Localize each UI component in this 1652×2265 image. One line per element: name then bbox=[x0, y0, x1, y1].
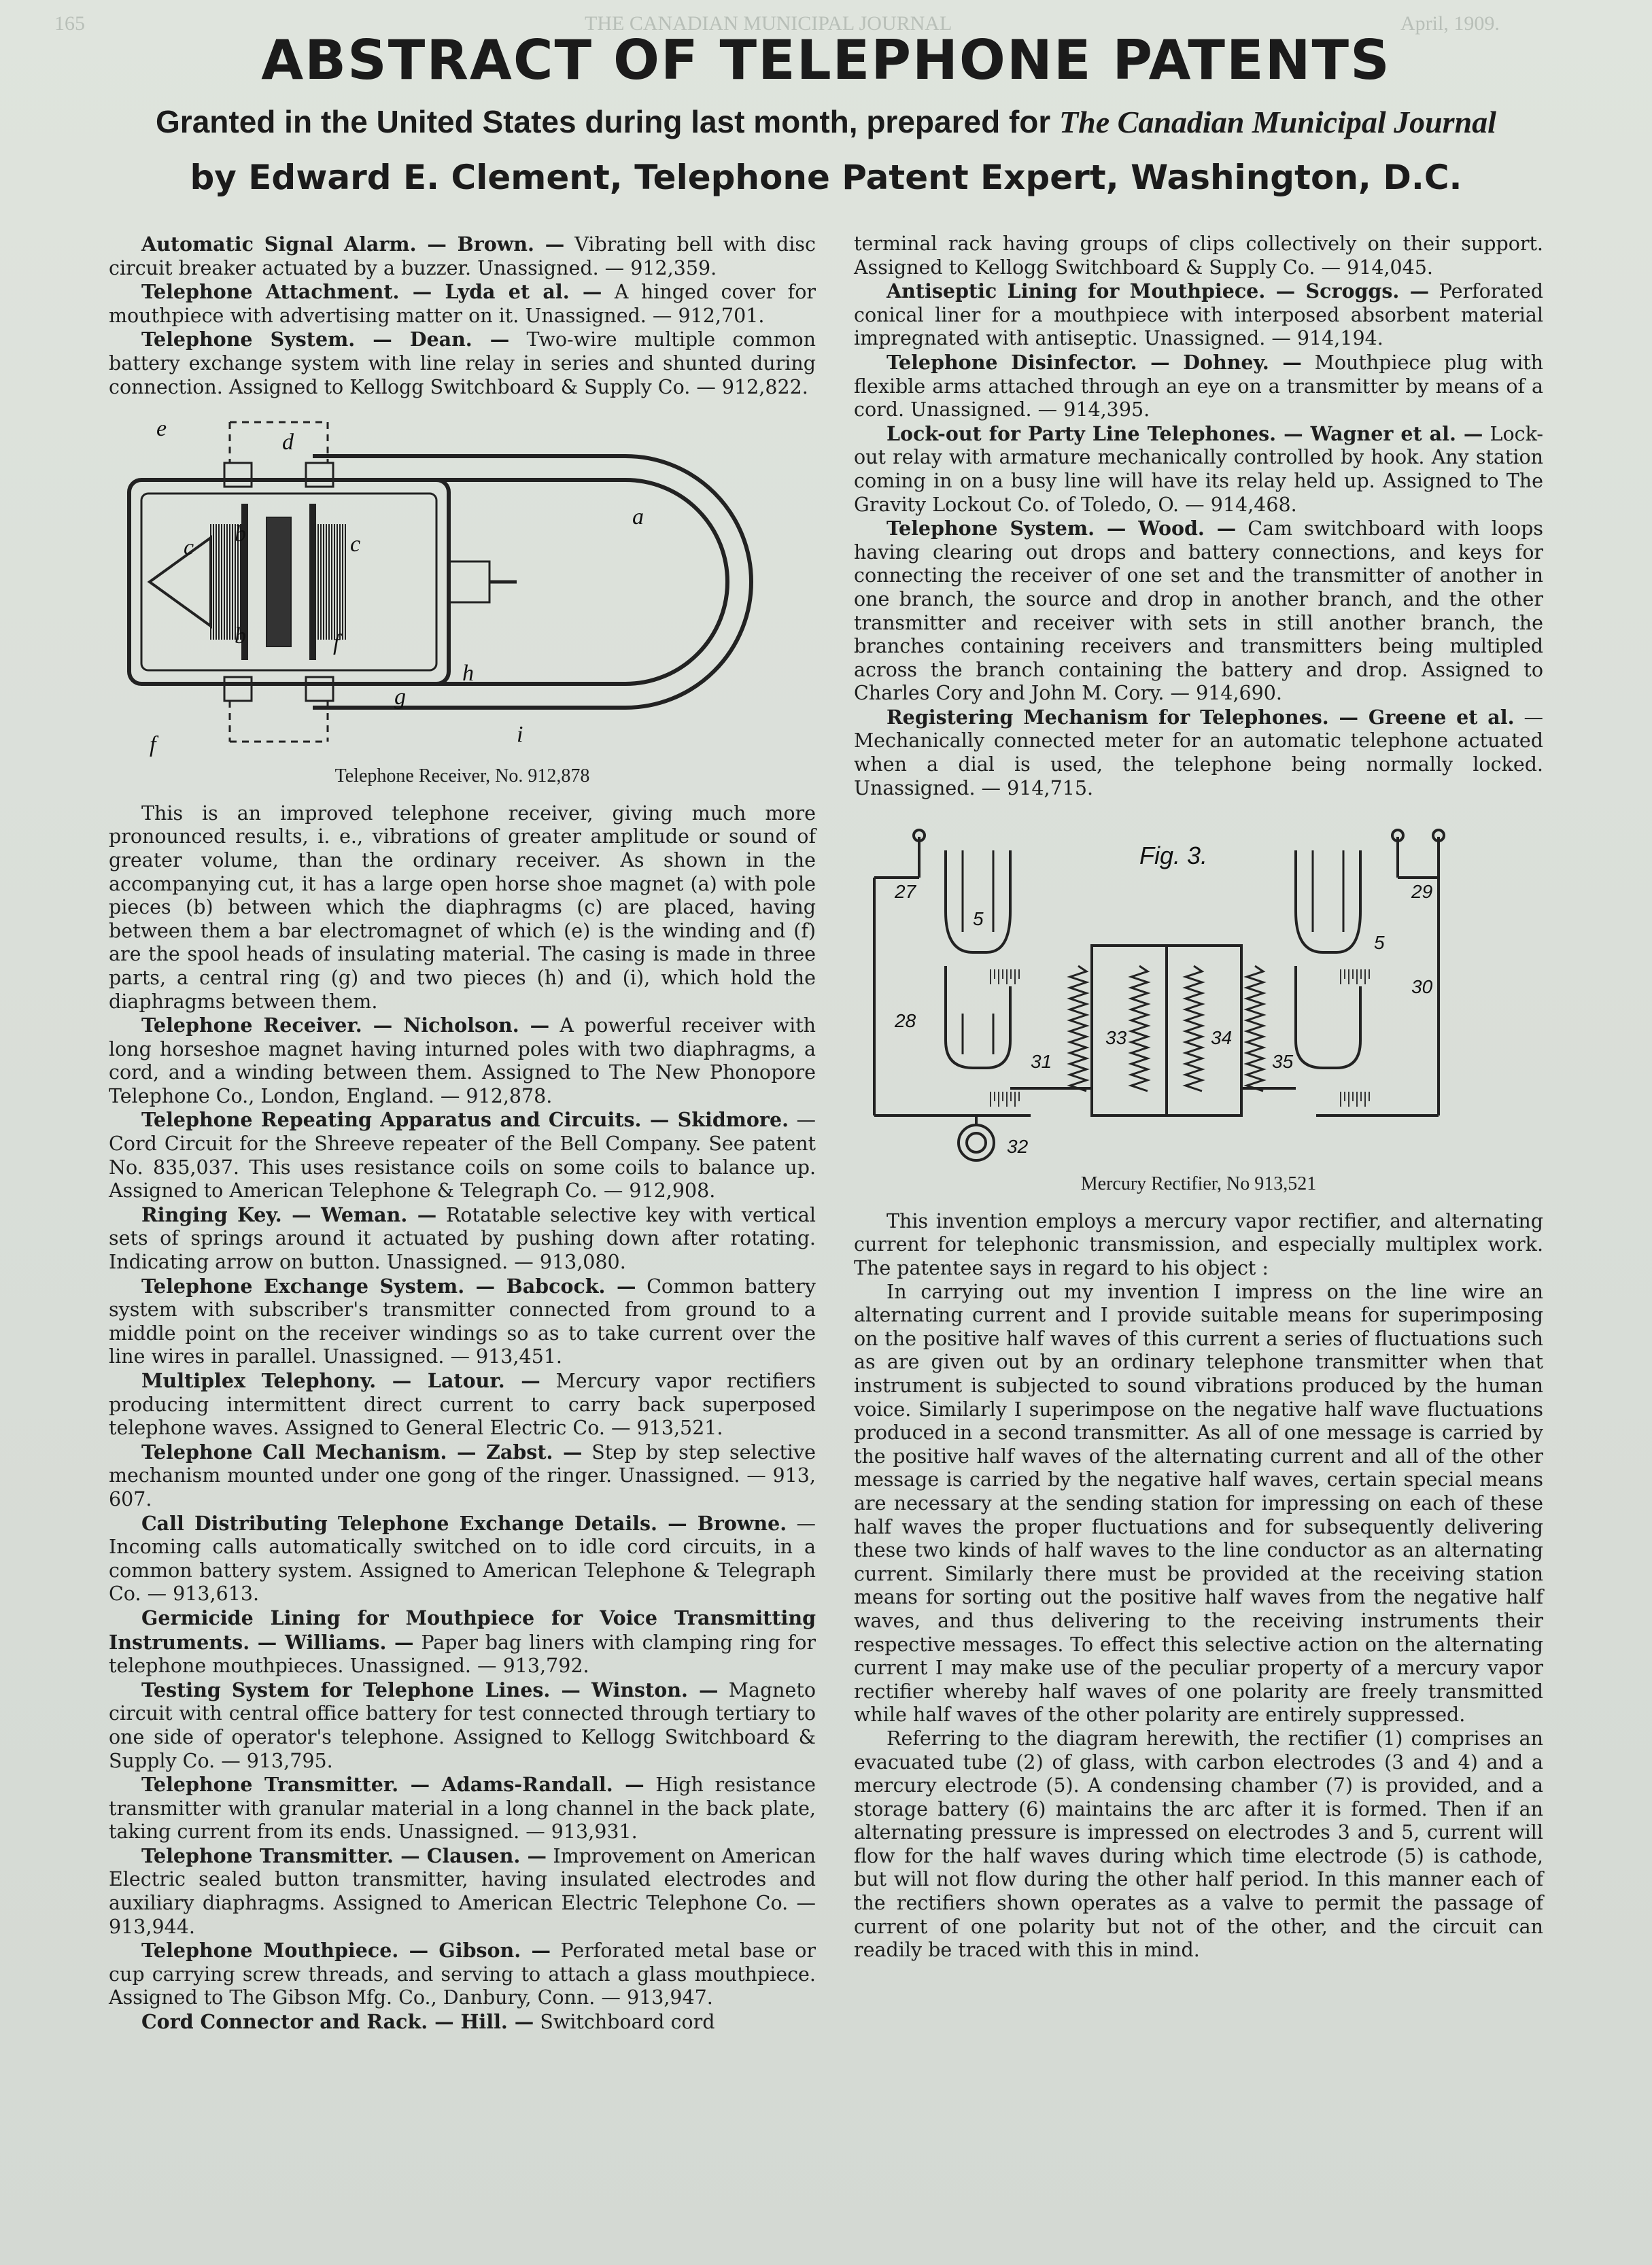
subtitle-prefix: Granted in the United States during last month, prepared for bbox=[156, 104, 1051, 139]
patent-entry bbox=[109, 1939, 816, 2010]
patent-entry-heading: Telephone Mouthpiece. — Gibson. — bbox=[141, 1939, 551, 1963]
patent-entry-heading: Telephone Transmitter. — Clausen. — bbox=[141, 1844, 547, 1867]
patent-entry bbox=[109, 1440, 816, 1512]
fig1-label-f-right: f bbox=[333, 630, 340, 656]
patent-entry-heading: Registering Mechanism for Telephones. — Greene et al. bbox=[887, 705, 1515, 729]
patent-entry bbox=[109, 2010, 816, 2035]
bleed-through-page-number: 165 bbox=[54, 12, 85, 35]
patent-entry-body: Switchboard cord bbox=[540, 2011, 715, 2034]
patent-entry-body: Perforated metal base or cup carrying screw threads, and serving to attach a glass mouthpiece. Assigned to The Gibson Mfg. Co., Danbury, Conn. — 913,947. bbox=[109, 1939, 816, 2009]
patent-entry-body: Perforated conical liner for a mouthpiece with interposed absorbent material impregnated with antiseptic. Unassigned. — 914,194. bbox=[854, 280, 1543, 350]
patent-entry-heading: Telephone Attachment. — Lyda et al. — bbox=[141, 280, 602, 304]
patent-entry bbox=[854, 517, 1543, 706]
fig1-label-c-left: c bbox=[184, 535, 194, 561]
fig3-label-27: 27 bbox=[895, 881, 916, 903]
fig3-label-5-left: 5 bbox=[973, 908, 984, 930]
patent-entry-heading: Telephone Exchange System. — Babcock. — bbox=[141, 1274, 636, 1298]
bleed-through-date: April, 1909. bbox=[1400, 12, 1500, 35]
page-title: ABSTRACT OF TELEPHONE PATENTS bbox=[261, 29, 1391, 92]
patent-entry bbox=[109, 1275, 816, 1369]
fig1-label-a: a bbox=[632, 504, 644, 530]
fig1-label-d: d bbox=[282, 430, 294, 455]
patent-entry-body: Paper bag liners with clamping ring for telephone mouthpieces. Unassigned. — 913,792. bbox=[109, 1631, 816, 1678]
mercury-rectifier-figure bbox=[854, 810, 1543, 1170]
fig1-label-e: e bbox=[156, 416, 167, 442]
fig1-label-h: h bbox=[462, 661, 474, 687]
fig3-label-29: 29 bbox=[1411, 881, 1433, 903]
fig3-title: Fig. 3. bbox=[1139, 842, 1208, 870]
fig3-label-35: 35 bbox=[1272, 1051, 1294, 1073]
patent-entry-body: A hinged cover for mouthpiece with advertising matter on it. Unassigned. — 912,701. bbox=[109, 281, 816, 327]
right-entries bbox=[854, 279, 1543, 800]
fig3-label-28: 28 bbox=[895, 1010, 916, 1032]
patent-entry-heading: Ringing Key. — Weman. — bbox=[141, 1203, 437, 1226]
figure-caption-rectifier: Mercury Rectifier, No 913,521 bbox=[1080, 1173, 1317, 1195]
patent-entry-body: Rotatable selective key with vertical sets of springs around it actuated by pushing down after rotating. Indicating arrow on button. Unassigned. — 913,080. bbox=[109, 1203, 816, 1274]
patent-entry bbox=[109, 1773, 816, 1844]
patent-entry-body: — Cord Circuit for the Shreeve repeater of the Bell Company. See patent No. 835,037. This uses resistance coils on some coils to balance up. Assigned to American Telephone & Telegraph Co. — 912,908. bbox=[109, 1109, 816, 1203]
patent-entry-heading: Antiseptic Lining for Mouthpiece. — Scroggs. — bbox=[887, 279, 1430, 303]
telephone-receiver-figure bbox=[109, 409, 816, 762]
fig3-label-34: 34 bbox=[1211, 1027, 1233, 1049]
patent-entry-heading: Automatic Signal Alarm. — Brown. — bbox=[141, 232, 565, 256]
right-column bbox=[854, 232, 1543, 1963]
patent-entry bbox=[109, 232, 816, 280]
patent-entry-heading: Call Distributing Telephone Exchange Details. — Browne. bbox=[141, 1511, 787, 1535]
patent-entry-body: Two-wire multiple common battery exchange system with line relay in series and shunted during connection. Assigned to Kellogg Switchboard & Supply Co. — 912,822. bbox=[109, 328, 816, 398]
patent-entry-heading: Telephone Transmitter. — Adams-Randall. — bbox=[141, 1773, 644, 1797]
patent-entry-body: High resistance transmitter with granular material in a long channel in the back plate, taking current from its ends. Unassigned. — 913,931. bbox=[109, 1774, 816, 1844]
fig1-label-g: g bbox=[394, 685, 406, 710]
patent-entry-body: Common battery system with subscriber's transmitter connected from ground to a middle point on the receiver windings so as to take current over the line wires in parallel. Unassigned. — 913,451. bbox=[109, 1275, 816, 1368]
patent-entry-body: Step by step selective mechanism mounted under one gong of the ringer. Unassigned. — 913, 607. bbox=[109, 1440, 816, 1510]
fig3-label-30: 30 bbox=[1411, 976, 1433, 998]
journal-name: The Canadian Municipal Journal bbox=[1059, 105, 1496, 139]
patent-entry-heading: Cord Connector and Rack. — Hill. — bbox=[141, 2010, 534, 2034]
receiver-description: This is an improved telephone receiver, giving much more pronounced results, i. e., vibrations of greater amplitude or sound of greater volume, than the ordinary receiver. As shown in the accompanying cut, it has a large open horse shoe magnet (a) with pole pieces (b) between which the diaphragms (c) are placed, having between them a bar electromagnet of which (e) is the winding and (f) are the spool heads of insulating material. The casing is made in three parts, a central ring (g) and two pieces (h) and (i), which hold the diaphragms between them. bbox=[109, 801, 816, 1013]
rectifier-paragraph-1: This invention employs a mercury vapor rectifier, and alternating current for telephonic transmission, and especially multiplex work. The patentee says in regard to his object : bbox=[854, 1209, 1543, 1280]
rectifier-paragraph-2: In carrying out my invention I impress on the line wire an alternating current and I provide suitable means for superimposing on the positive half waves of this current a series of fluctuations such as are given out by an ordinary telephone transmitter when that instrument is subjected to sound vibrations produced by the human voice. Similarly I superimpose on the negative half wave fluctuations produced in a second transmitter. As all of one message is carried by the positive half waves of the alternating current and all of the other message is carried by the negative half waves, certain special means are necessary at the sending station for impressing on each of these half waves the proper fluctuations and for subsequently delivering these two kinds of half waves to the line conductor as an alternating current. Similarly there must be provided at the receiving station means for sorting out the positive half waves from the negative half waves, and thus delivering to the receiving instruments their respective messages. To effect this selective action on the alternating current I may make use of the peculiar property of a mercury vapor rectifier whereby half waves of one polarity are freely transmitted while half waves of the other polarity are entirely suppressed. bbox=[854, 1280, 1543, 1727]
figure-caption-receiver: Telephone Receiver, No. 912,878 bbox=[334, 765, 590, 787]
patent-entry bbox=[109, 1203, 816, 1275]
patent-entry-body: Mercury vapor rectifiers producing intermittent direct current to carry back superposed telephone waves. Assigned to General Electric Co. — 913,521. bbox=[109, 1370, 816, 1440]
patent-entry-body: Cam switchboard with loops having clearing out drops and battery connections, and keys for connecting the receiver of one set and the transmitter of another in one branch, the source and drop in another branch, and the other transmitter and receiver with sets in still another branch, the branches containing receivers and transmitters being multipled across the branch containing the battery and drop. Assigned to Charles Cory and John M. Cory. — 914,690. bbox=[854, 517, 1544, 705]
patent-entry-heading: Telephone System. — Wood. — bbox=[887, 517, 1237, 540]
patent-entry-body: Lock-out relay with armature mechanically controlled by hook. Any station coming in on a busy line will have its relay held up. Assigned to The Gravity Lockout Co. of Toledo, O. — 914,468. bbox=[854, 422, 1543, 516]
patent-entry bbox=[109, 328, 816, 399]
patent-entry bbox=[854, 279, 1543, 351]
fig1-label-c-right: c bbox=[350, 532, 361, 557]
patent-entry bbox=[854, 351, 1543, 422]
patent-entry-heading: Multiplex Telephony. — Latour. — bbox=[141, 1369, 540, 1392]
patent-entry bbox=[854, 706, 1543, 800]
patent-entry-heading: Telephone Call Mechanism. — Zabst. — bbox=[141, 1440, 583, 1464]
patent-entry bbox=[109, 1108, 816, 1203]
fig1-label-f-left: f bbox=[150, 732, 156, 758]
fig1-label-b-bottom: b bbox=[235, 623, 246, 649]
patent-entry-heading: Lock-out for Party Line Telephones. — Wagner et al. — bbox=[887, 421, 1483, 445]
patent-entry-body: Mouthpiece plug with flexible arms attached through an eye on a transmitter by means of a cord. Unassigned. — 914,395. bbox=[854, 351, 1544, 421]
patent-entry bbox=[109, 280, 816, 328]
patent-entry-heading: Germicide Lining for Mouthpiece for Voice Transmitting Instruments. — Williams. — bbox=[109, 1606, 816, 1654]
patent-entry-body: — Incoming calls automatically switched on to idle cord circuits, in a common battery system. Assigned to American Telephone & Telegraph Co. — 913,613. bbox=[109, 1512, 816, 1606]
patent-entry-heading: Telephone Repeating Apparatus and Circuits. — Skidmore. bbox=[141, 1108, 789, 1132]
patent-entry bbox=[109, 1844, 816, 1939]
fig3-label-31: 31 bbox=[1031, 1051, 1052, 1073]
fig3-label-32: 32 bbox=[1007, 1136, 1029, 1158]
patent-entry bbox=[109, 1369, 816, 1440]
patent-entry bbox=[109, 1014, 816, 1108]
rectifier-paragraph-3: Referring to the diagram herewith, the rectifier (1) comprises an evacuated tube (2) of glass, with carbon electrodes (3 and 4) and a mercury electrode (5). A condensing chamber (7) is provided, and a storage battery (6) maintains the arc after it is formed. Then if an alternating pressure is impressed on electrodes 3 and 5, current will flow for the half waves during which time electrode (5) is cathode, but will not flow during the other half period. In this manner each of the rectifiers shown operates as a valve to permit the passage of current of one polarity but not of the other, and the circuit can readily be traced with this in mind. bbox=[854, 1727, 1543, 1962]
left-entries-top bbox=[109, 232, 816, 399]
patent-entry-heading: Telephone Receiver. — Nicholson. — bbox=[141, 1014, 550, 1037]
left-column bbox=[109, 232, 816, 2035]
patent-entry-heading: Testing System for Telephone Lines. — Winston. — bbox=[141, 1678, 719, 1701]
patent-entry bbox=[109, 1606, 816, 1678]
patent-entry bbox=[109, 1678, 816, 1773]
patent-entry-body: Magneto circuit with central office battery for test connected through tertiary to one side of operator's telephone. Assigned to Kellogg Switchboard & Supply Co. — 913,795. bbox=[109, 1678, 816, 1772]
patent-entry-heading: Telephone System. — Dean. — bbox=[141, 328, 510, 351]
subtitle bbox=[0, 103, 1652, 140]
continued-entry: terminal rack having groups of clips collectively on their support. Assigned to Kellogg Switchboard & Supply Co. — 914,045. bbox=[854, 232, 1543, 279]
patent-entry-body: Vibrating bell with disc circuit breaker actuated by a buzzer. Unassigned. — 912,359. bbox=[109, 233, 816, 279]
fig1-label-b-top: b bbox=[235, 521, 246, 547]
patent-entry-body: — Mechanically connected meter for an automatic telephone actuated when a dial is used, the telephone being normally locked. Unassigned. — 914,715. bbox=[854, 706, 1544, 799]
fig1-label-i: i bbox=[517, 722, 523, 748]
patent-entry bbox=[854, 422, 1543, 517]
patent-entry-heading: Telephone Disinfector. — Dohney. — bbox=[887, 350, 1302, 374]
left-entries-bottom bbox=[109, 1014, 816, 2035]
patent-entry-body: A powerful receiver with long horseshoe magnet having inturned poles with two diaphragms, a cord, and a winding between them. Assigned to The New Phonopore Telephone Co., London, England. — 912,878. bbox=[109, 1014, 816, 1107]
byline: by Edward E. Clement, Telephone Patent Expert, Washington, D.C. bbox=[190, 158, 1462, 197]
patent-entry bbox=[109, 1512, 816, 1606]
patent-entry-body: Improvement on American Electric sealed button transmitter, having insulated electrodes and auxiliary diaphragms. Assigned to American Electric Telephone Co. — 913,944. bbox=[109, 1844, 816, 1938]
fig3-label-5-right: 5 bbox=[1374, 932, 1385, 954]
bleed-through-journal-header: THE CANADIAN MUNICIPAL JOURNAL bbox=[585, 12, 952, 35]
fig3-label-33: 33 bbox=[1105, 1027, 1127, 1049]
